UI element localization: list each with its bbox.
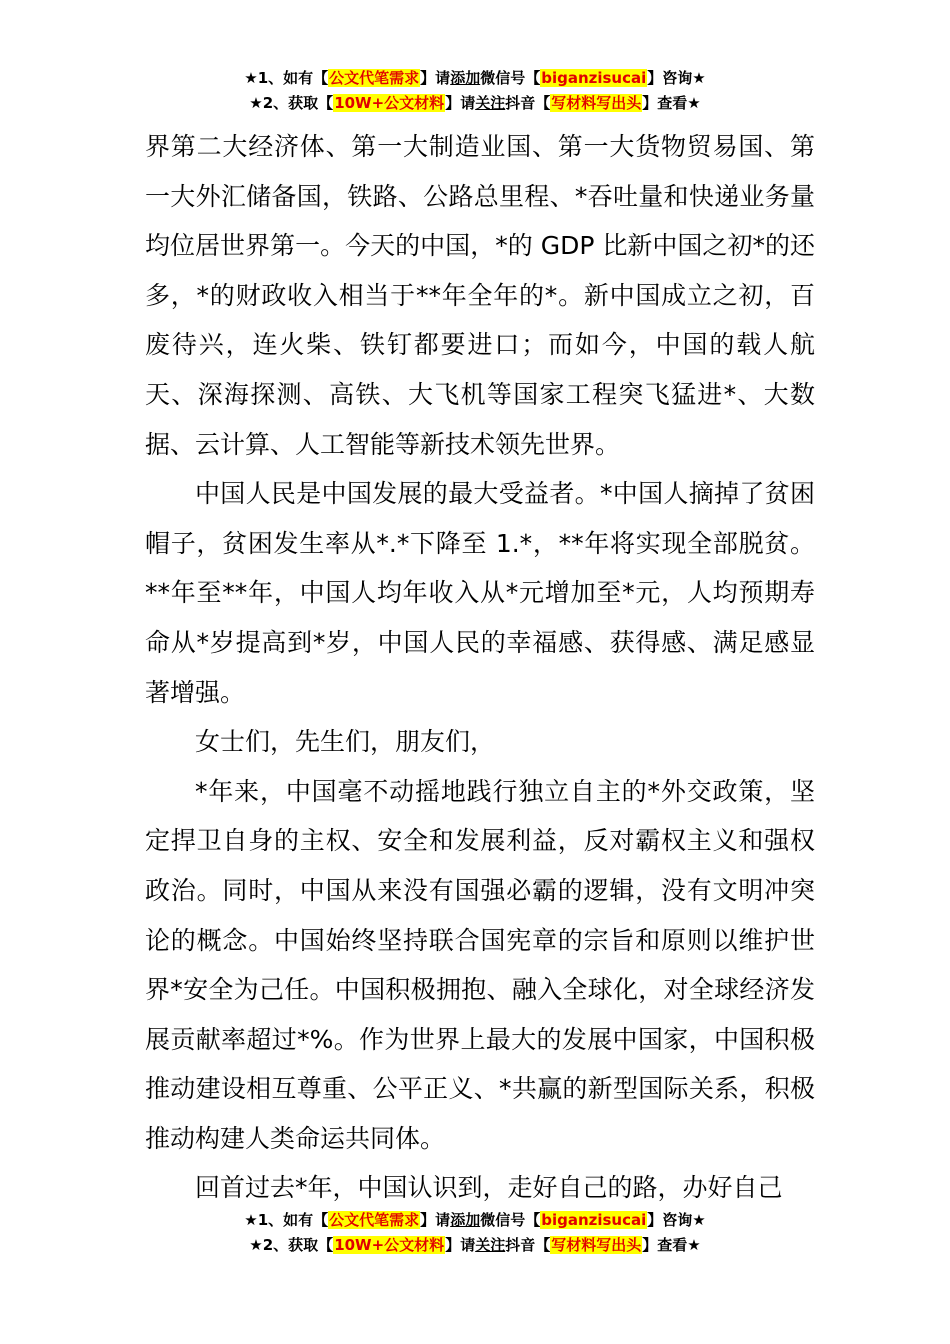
header-banner [0, 66, 950, 116]
banner-text: ★1、如有【 [244, 1211, 329, 1229]
highlight-text: biganzisucai [541, 1211, 647, 1229]
banner-text: ★2、获取【 [249, 94, 334, 112]
highlight-text: 公文代笔需求 [329, 69, 420, 87]
banner-line-2 [0, 91, 950, 116]
banner-text: 】咨询★ [647, 69, 706, 87]
underlined-text: 添加 [450, 69, 481, 87]
banner-text: 】请 [420, 1211, 451, 1229]
banner-text: ★2、获取【 [249, 1236, 334, 1254]
underlined-text: 添加 [450, 1211, 481, 1229]
footer-banner [0, 1208, 950, 1258]
banner-text: 】咨询★ [647, 1211, 706, 1229]
banner-line-2 [0, 1233, 950, 1258]
banner-text: 】查看★ [642, 94, 701, 112]
banner-line-1 [0, 66, 950, 91]
document-body [145, 122, 815, 1213]
banner-text: 抖音【 [505, 1236, 551, 1254]
banner-text: 微信号【 [480, 1211, 541, 1229]
banner-text: 】查看★ [642, 1236, 701, 1254]
paragraph: 界第二大经济体、第一大制造业国、第一大货物贸易国、第一大外汇储备国，铁路、公路总里程、*吞吐量和快递业务量均位居世界第一。今天的中国，*的 GDP 比新中国之初*的还多，*的财政收入相当于**年全年的*。新中国成立之初，百废待兴，连火柴、铁钉都要进口；而如今，中国的载人航天、深海探测、高铁、大飞机等国家工程突飞猛进*、大数据、云计算、人工智能等新技术领先世界。 [145, 132, 815, 459]
paragraph: *年来，中国毫不动摇地践行独立自主的*外交政策，坚定捍卫自身的主权、安全和发展利益，反对霸权主义和强权政治。同时，中国从来没有国强必霸的逻辑，没有文明冲突论的概念。中国始终坚持联合国宪章的宗旨和原则以维护世界*安全为己任。中国积极拥抱、融入全球化，对全球经济发展贡献率超过*%。作为世界上最大的发展中国家，中国积极推动建设相互尊重、公平正义、*共赢的新型国际关系，积极推动构建人类命运共同体。 [145, 776, 815, 1153]
highlight-text: 公文代笔需求 [329, 1211, 420, 1229]
banner-text: ★1、如有【 [244, 69, 329, 87]
banner-text: 微信号【 [480, 69, 541, 87]
paragraph: 中国人民是中国发展的最大受益者。*中国人摘掉了贫困帽子，贫困发生率从*.*下降至 1.*，**年将实现全部脱贫。**年至**年，中国人均年收入从*元增加至*元，人均预期寿命从*岁提高到*岁，中国人民的幸福感、获得感、满足感显著增强。 [145, 479, 815, 707]
paragraph: 女士们，先生们，朋友们， [195, 727, 496, 757]
underlined-text: 关注 [475, 94, 506, 112]
underlined-text: 关注 [475, 1236, 506, 1254]
highlight-text: 写材料写出头 [551, 94, 642, 112]
highlight-text: 10W+公文材料 [334, 1236, 445, 1254]
banner-line-1 [0, 1208, 950, 1233]
highlight-text: biganzisucai [541, 69, 647, 87]
highlight-text: 10W+公文材料 [334, 94, 445, 112]
banner-text: 抖音【 [505, 94, 551, 112]
banner-text: 】请 [420, 69, 451, 87]
banner-text: 】请 [445, 1236, 476, 1254]
highlight-text: 写材料写出头 [551, 1236, 642, 1254]
banner-text: 】请 [445, 94, 476, 112]
paragraph: 回首过去*年，中国认识到，走好自己的路，办好自己 [195, 1173, 783, 1203]
